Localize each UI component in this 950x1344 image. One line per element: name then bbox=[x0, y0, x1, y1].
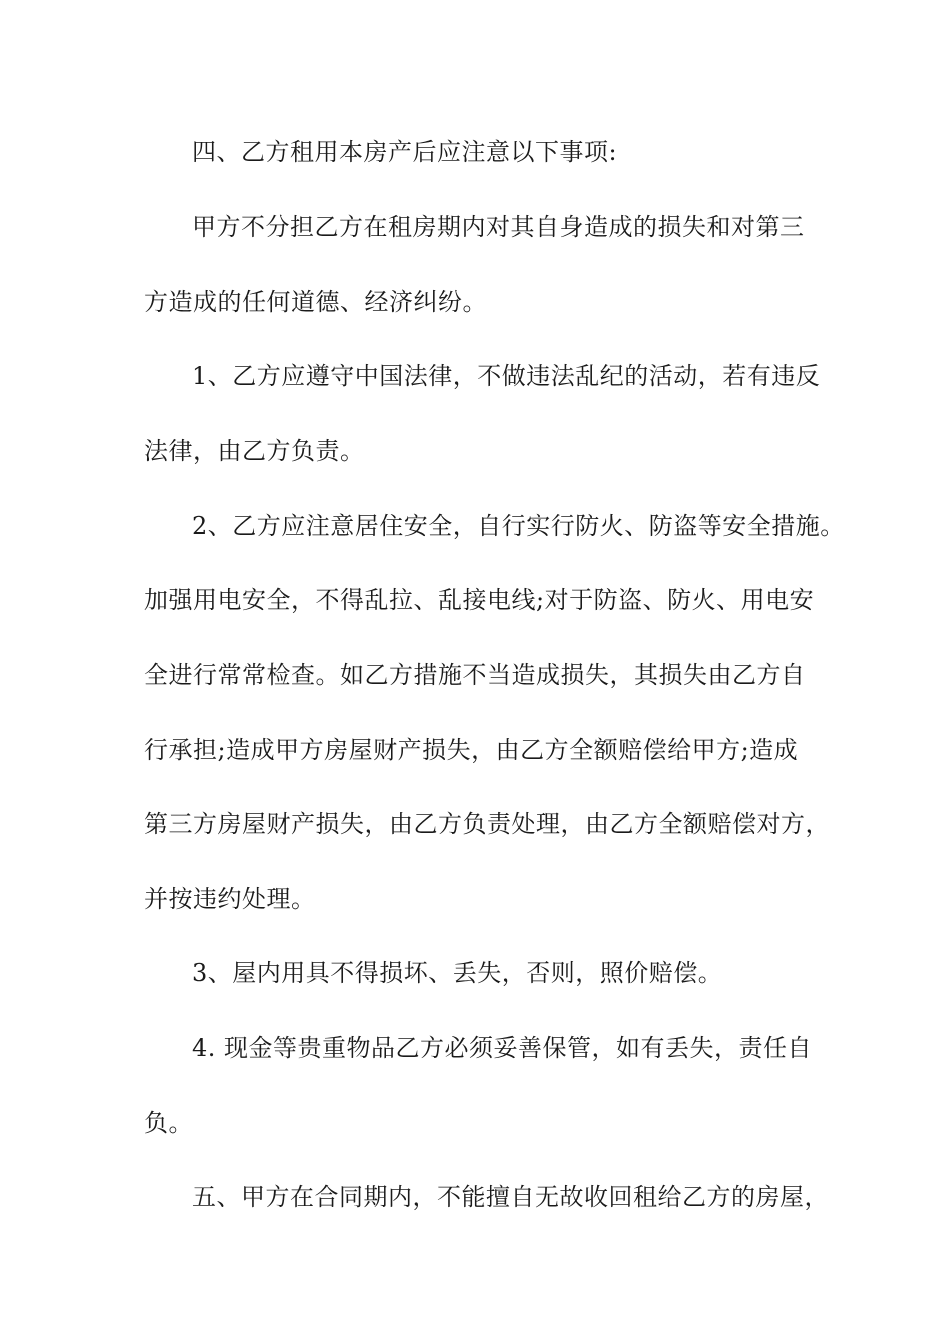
item-2-line: 全进行常常检查。如乙方措施不当造成损失，其损失由乙方自 bbox=[144, 661, 806, 689]
paragraph-line: 甲方不分担乙方在租房期内对其自身造成的损失和对第三 bbox=[192, 213, 805, 241]
item-1-line: 1、乙方应遵守中国法律，不做违法乱纪的活动，若有违反 bbox=[192, 362, 821, 390]
section-five-line: 五、甲方在合同期内，不能擅自无故收回租给乙方的房屋， bbox=[192, 1183, 829, 1211]
item-4-line: 负。 bbox=[144, 1109, 193, 1137]
item-3-line: 3、屋内用具不得损坏、丢失，否则，照价赔偿。 bbox=[192, 959, 723, 987]
section-four-heading: 四、乙方租用本房产后应注意以下事项: bbox=[192, 138, 618, 166]
item-1-line: 法律，由乙方负责。 bbox=[144, 437, 365, 465]
item-2-line: 第三方房屋财产损失，由乙方负责处理，由乙方全额赔偿对方， bbox=[144, 810, 830, 838]
item-2-line: 并按违约处理。 bbox=[144, 885, 316, 913]
item-2-line: 2、乙方应注意居住安全，自行实行防火、防盗等安全措施。 bbox=[192, 512, 845, 540]
item-2-line: 行承担;造成甲方房屋财产损失，由乙方全额赔偿给甲方;造成 bbox=[144, 736, 799, 764]
paragraph-line: 方造成的任何道德、经济纠纷。 bbox=[144, 288, 487, 316]
item-4-line: 4. 现金等贵重物品乙方必须妥善保管，如有丢失，责任自 bbox=[192, 1034, 813, 1062]
item-2-line: 加强用电安全，不得乱拉、乱接电线;对于防盗、防火、用电安 bbox=[144, 586, 815, 614]
